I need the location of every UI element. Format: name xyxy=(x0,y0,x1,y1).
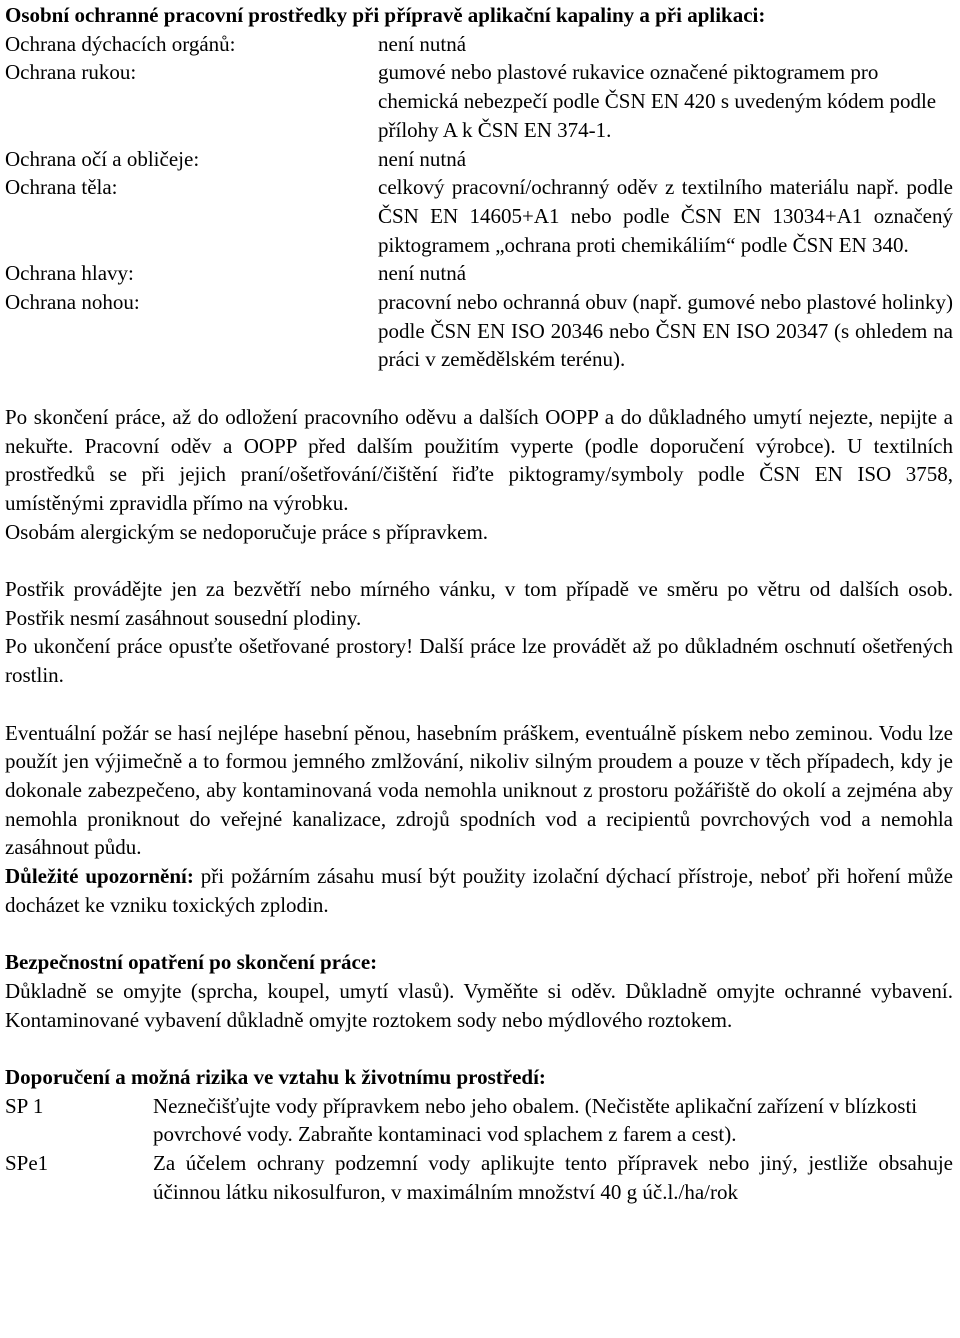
ppe-label: Ochrana nohou: xyxy=(5,290,140,315)
sp-text: Za účelem ochrany podzemní vody aplikujte tento přípravek nebo jiný, jestliže obsahuje účinnou látku nikosulfuron, v maximálním množství 40 g úč.l./ha/rok xyxy=(153,1151,953,1204)
ppe-value: celkový pracovní/ochranný oděv z textilního materiálu např. podle ČSN EN 14605+A1 nebo podle ČSN EN 13034+A1 označený piktogramem „ochrana proti chemikáliím“ podle ČSN EN 340. xyxy=(378,175,953,257)
fire-warning-text: při požárním zásahu musí být použity izolační dýchací přístroje, neboť při hoření může docházet ke vzniku toxických zplodin. xyxy=(5,864,953,917)
ppe-table xyxy=(5,30,953,374)
sp-code: SPe1 xyxy=(5,1151,49,1176)
ppe-label: Ochrana hlavy: xyxy=(5,261,134,286)
ppe-row-respiratory xyxy=(5,30,953,59)
sp-item xyxy=(5,1092,953,1149)
ppe-label: Ochrana rukou: xyxy=(5,60,137,85)
ppe-row-feet xyxy=(5,288,953,374)
safety-heading: Bezpečnostní opatření po skončení práce: xyxy=(5,950,378,975)
ppe-label: Ochrana těla: xyxy=(5,175,118,200)
document-page xyxy=(5,1,953,1206)
ppe-value: není nutná xyxy=(378,146,467,171)
allergy-note: Osobám alergickým se nedoporučuje práce s přípravkem. xyxy=(5,519,489,544)
ppe-value: není nutná xyxy=(378,261,467,286)
ppe-row-hands xyxy=(5,58,953,144)
fire-paragraph: Eventuální požár se hasí nejlépe hasební pěnou, hasebním práškem, eventuálně pískem nebo zeminou. Vodu lze použít jen výjimečně a to formou jemného zmlžování, nikoliv silným proudem a pouze v těch případech, kdy je dokonale zabezpečeno, aby kontaminovaná voda nemohla uniknout z prostoru požářiště do okolí a zejména aby nemohla proniknout do veřejné kanalizace, zdrojů spodních vod a recipientů povrchových vod a nemohla zasáhnout půdu. xyxy=(5,720,953,860)
ppe-value: pracovní nebo ochranná obuv (např. gumové nebo plastové holinky) podle ČSN EN ISO 20346 nebo ČSN EN ISO 20347 (s ohledem na práci v zemědělském terénu). xyxy=(378,290,953,372)
ppe-heading: Osobní ochranné pracovní prostředky při přípravě aplikační kapaliny a při aplikaci: xyxy=(5,3,766,27)
ppe-row-head xyxy=(5,259,953,288)
ppe-row-body xyxy=(5,173,953,259)
ppe-row-eyes xyxy=(5,145,953,174)
spraying-paragraph: Postřik provádějte jen za bezvětří nebo mírného vánku, v tom případě ve směru po větru od dalších osob. Postřik nesmí zasáhnout sousední plodiny. xyxy=(5,577,953,630)
environment-heading: Doporučení a možná rizika ve vztahu k životnímu prostředí: xyxy=(5,1064,546,1089)
fire-warning xyxy=(5,862,953,919)
fire-warning-label: Důležité upozornění: xyxy=(5,864,194,889)
sp-text: Neznečišťujte vody přípravkem nebo jeho obalem. (Nečistěte aplikační zařízení v blízkosti povrchové vody. Zabraňte kontaminaci vod splachem z farem a cest). xyxy=(153,1093,918,1147)
ppe-label: Ochrana očí a obličeje: xyxy=(5,146,200,171)
after-work-paragraph: Po skončení práce, až do odložení pracovního oděvu a dalších OOPP a do důkladného umytí nejezte, nepijte a nekuřte. Pracovní oděv a OOPP před dalším použitím vyperte (podle doporučení výrobce). U textilních prostředků se při jejich praní/ošetřování/čištění řiďte piktogramy/symboly podle ČSN EN ISO 3758, umístěnými zpravidla přímo na výrobku. xyxy=(5,404,953,515)
ppe-label: Ochrana dýchacích orgánů: xyxy=(5,31,236,56)
sp-item xyxy=(5,1149,953,1206)
sp-code: SP 1 xyxy=(5,1093,44,1118)
ppe-value: gumové nebo plastové rukavice označené piktogramem pro chemická nebezpečí podle ČSN EN 420 s uvedeným kódem podle přílohy A k ČSN EN 374-1. xyxy=(378,60,937,142)
leave-area-paragraph: Po ukončení práce opusťte ošetřované prostory! Další práce lze provádět až po důkladném oschnutí ošetřených rostlin. xyxy=(5,634,953,688)
safety-text: Důkladně se omyjte (sprcha, koupel, umytí vlasů). Vyměňte si oděv. Důkladně omyjte ochranné vybavení. Kontaminované vybavení důkladně omyjte roztokem sody nebo mýdlového roztokem. xyxy=(5,978,953,1032)
ppe-value: není nutná xyxy=(378,31,467,56)
